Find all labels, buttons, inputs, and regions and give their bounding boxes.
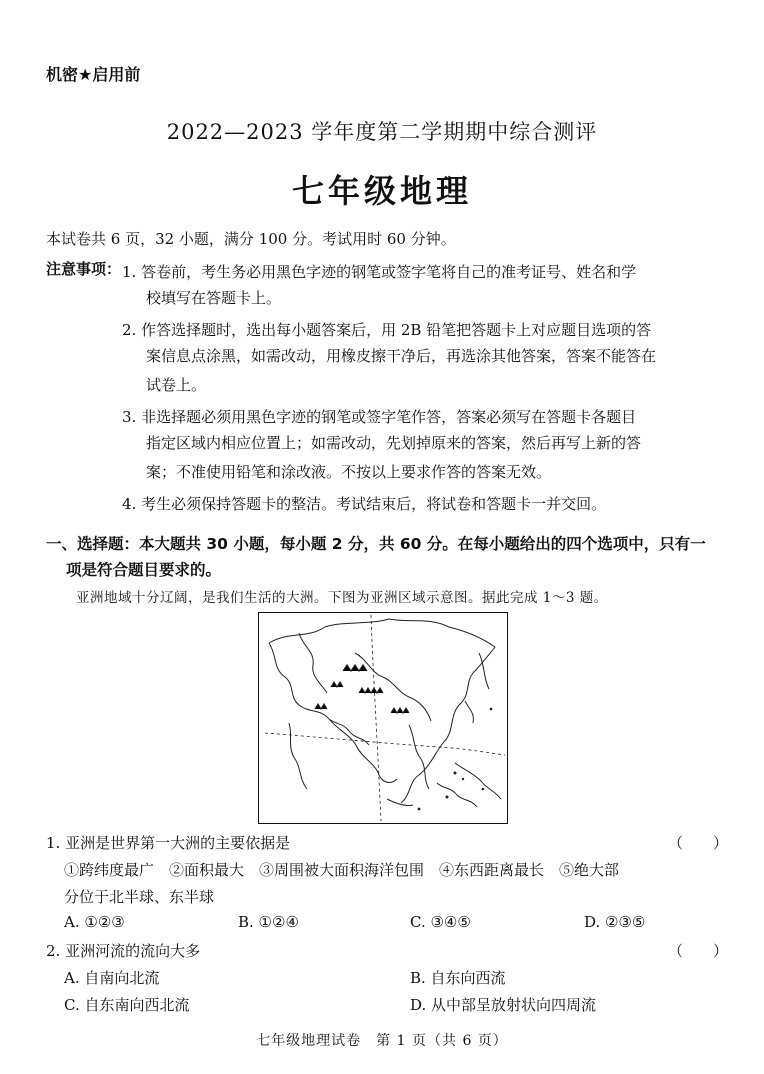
question-stem: 亚洲地域十分辽阔，是我们生活的大洲。下图为亚洲区域示意图。据此完成 1～3 题。 bbox=[76, 590, 608, 606]
question-1-answer-blank: （ ） bbox=[668, 834, 729, 852]
question-2-option-c: C. 自东南向西北流 bbox=[64, 996, 190, 1014]
question-1-option-b: B. ①②④ bbox=[238, 913, 299, 931]
note-2-line-2: 案信息点涂黑，如需改动，用橡皮擦干净后，再选涂其他答案，答案不能答在 bbox=[146, 347, 657, 365]
question-1-option-d: D. ②③⑤ bbox=[584, 913, 646, 931]
note-4-line-1: 4. 考生必须保持答题卡的整洁。考试结束后，将试卷和答题卡一并交回。 bbox=[122, 495, 607, 513]
subject-title: 七年级地理 bbox=[291, 172, 472, 210]
section-1-heading-line-1: 一、选择题：本大题共 30 小题，每小题 2 分，共 60 分。在每小题给出的四个选项中，只有一 bbox=[46, 535, 706, 553]
note-2-line-1: 2. 作答选择题时，选出每小题答案后，用 2B 铅笔把答题卡上对应题目选项的答 bbox=[122, 321, 652, 339]
section-1-heading-line-2: 项是符合题目要求的。 bbox=[66, 561, 222, 579]
question-2-option-d: D. 从中部呈放射状向四周流 bbox=[410, 996, 597, 1014]
note-2-line-3: 试卷上。 bbox=[146, 376, 207, 394]
note-1-line-1: 1. 答卷前，考生务必用黑色字迹的钢笔或签字笔将自己的准考证号、姓名和学 bbox=[122, 263, 637, 281]
note-3-line-2: 指定区域内相应位置上；如需改动，先划掉原来的答案，然后再写上新的答 bbox=[146, 434, 642, 452]
question-1-items-line-2: 分位于北半球、东半球 bbox=[64, 888, 215, 906]
exam-intro: 本试卷共 6 页，32 小题，满分 100 分。考试用时 60 分钟。 bbox=[46, 230, 456, 248]
asia-region-map bbox=[258, 612, 508, 824]
question-1-option-c: C. ③④⑤ bbox=[410, 913, 471, 931]
note-3-line-3: 案；不准使用铅笔和涂改液。不按以上要求作答的答案无效。 bbox=[146, 463, 552, 481]
question-1-items-line-1: ①跨纬度最广 ②面积最大 ③周围被大面积海洋包围 ④东西距离最长 ⑤绝大部 bbox=[64, 861, 620, 879]
question-1-text: 1. 亚洲是世界第一大洲的主要依据是 bbox=[46, 834, 291, 852]
question-2-answer-blank: （ ） bbox=[668, 942, 729, 960]
page-footer: 七年级地理试卷 第 1 页（共 6 页） bbox=[256, 1033, 508, 1049]
note-1-line-2: 校填写在答题卡上。 bbox=[146, 289, 282, 307]
confidential-label: 机密★启用前 bbox=[46, 65, 141, 84]
question-2-option-a: A. 自南向北流 bbox=[64, 969, 160, 987]
note-3-line-1: 3. 非选择题必须用黑色字迹的钢笔或签字笔作答，答案必须写在答题卡各题目 bbox=[122, 408, 637, 426]
notes-label: 注意事项： bbox=[46, 260, 122, 278]
question-2-text: 2. 亚洲河流的流向大多 bbox=[46, 942, 201, 960]
exam-title: 2022—2023 学年度第二学期期中综合测评 bbox=[166, 120, 598, 144]
asia-map-drawing bbox=[259, 613, 507, 823]
question-1-option-a: A. ①②③ bbox=[64, 913, 125, 931]
question-2-option-b: B. 自东向西流 bbox=[410, 969, 506, 987]
